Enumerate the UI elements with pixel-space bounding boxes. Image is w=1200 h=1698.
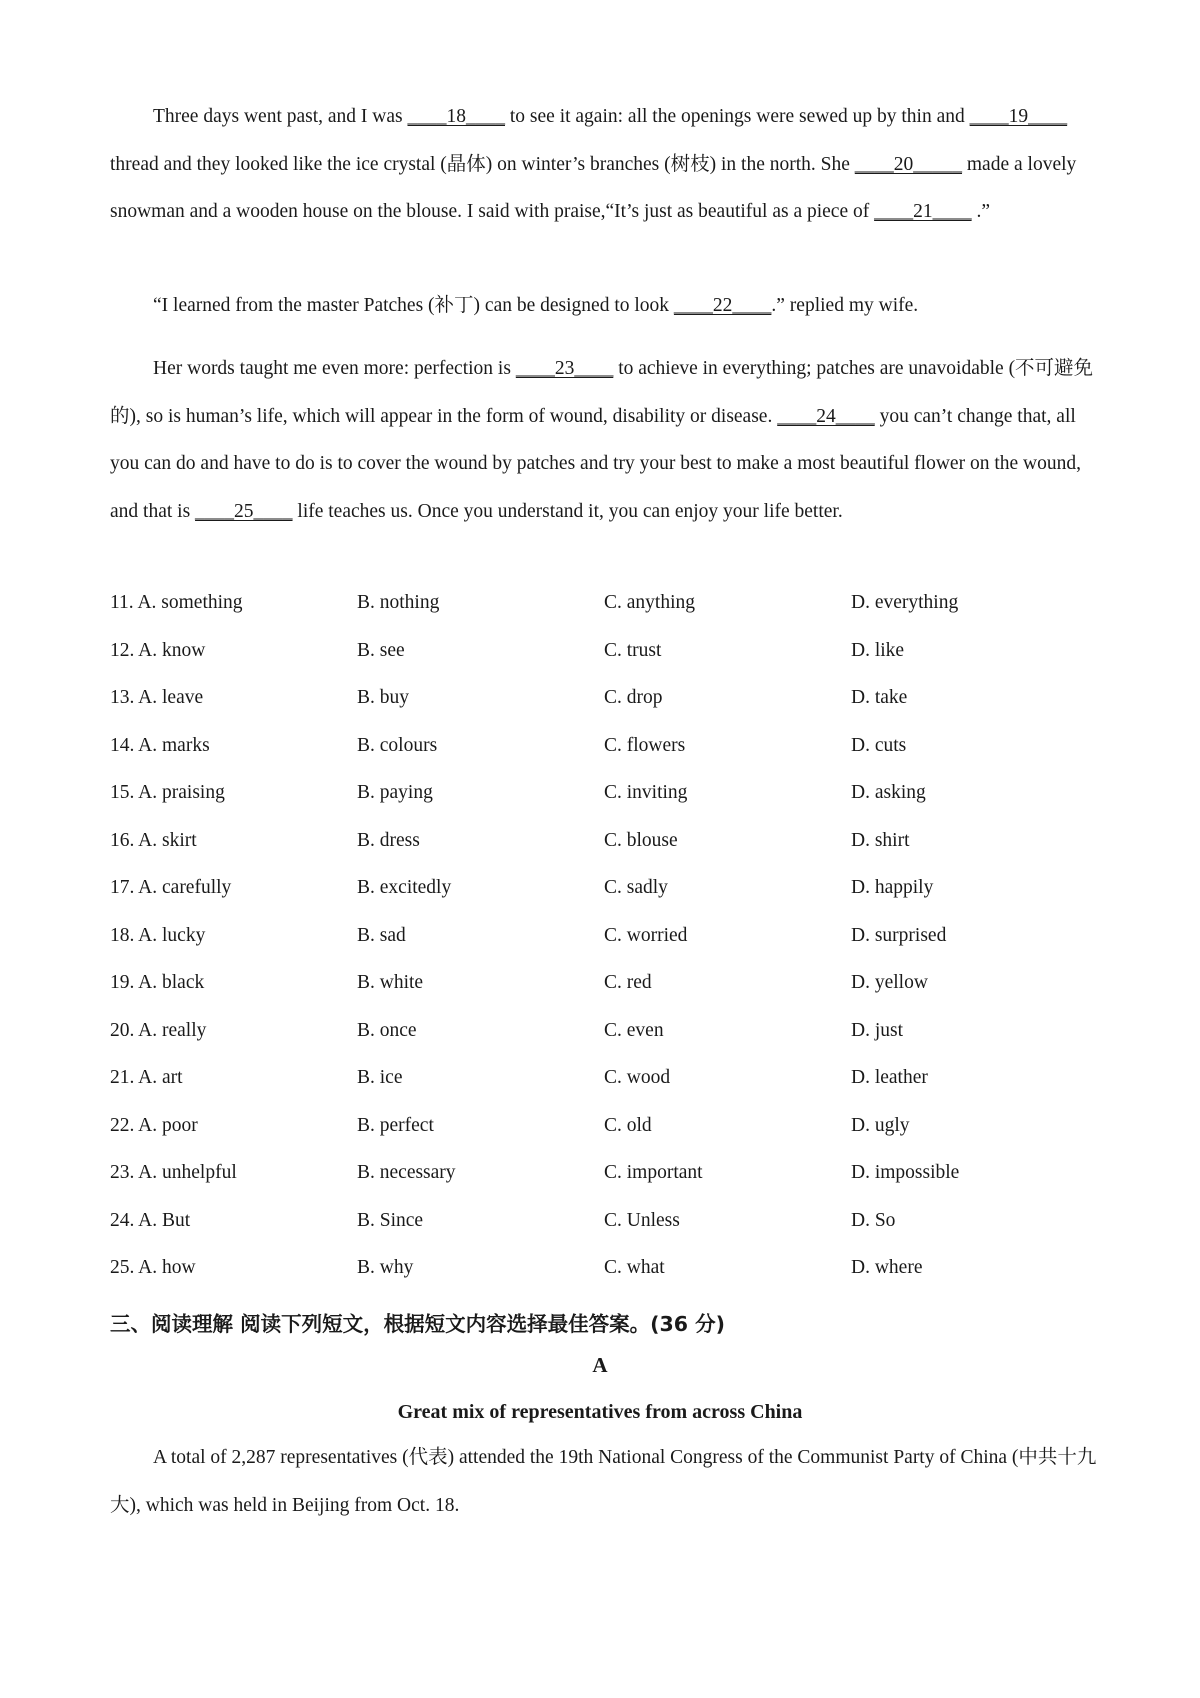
- option-row: [110, 782, 1100, 812]
- option-c: C. even: [604, 1020, 664, 1041]
- option-row: [110, 1210, 1100, 1240]
- option-c: C. trust: [604, 640, 662, 661]
- blank-18: ____18____: [407, 106, 505, 127]
- option-b: B. see: [357, 640, 405, 661]
- option-d: D. surprised: [851, 925, 947, 946]
- option-b: B. perfect: [357, 1115, 434, 1136]
- option-d: D. So: [851, 1210, 896, 1231]
- option-d: D. asking: [851, 782, 926, 803]
- option-a: 17. A. carefully: [110, 877, 232, 898]
- option-a: 23. A. unhelpful: [110, 1162, 237, 1183]
- option-b: B. Since: [357, 1210, 424, 1231]
- option-c: C. wood: [604, 1067, 671, 1088]
- option-a: 18. A. lucky: [110, 925, 206, 946]
- option-row: [110, 640, 1100, 670]
- option-b: B. buy: [357, 687, 410, 708]
- option-b: B. sad: [357, 925, 406, 946]
- blank-24: ____24____: [777, 405, 875, 427]
- reading-paragraph: [110, 1434, 1100, 1529]
- passage-text: made a lovely snowman and a wooden house on the blouse. I said with praise,“It’s just as beautiful as a piece of: [110, 153, 1077, 222]
- option-b: B. nothing: [357, 592, 440, 613]
- option-row: [110, 1115, 1100, 1145]
- option-b: B. necessary: [357, 1162, 456, 1183]
- option-b: B. colours: [357, 735, 438, 756]
- option-b: B. why: [357, 1257, 414, 1278]
- option-b: B. dress: [357, 830, 420, 851]
- option-d: D. everything: [851, 592, 959, 613]
- option-a: 21. A. art: [110, 1067, 183, 1088]
- option-d: D. like: [851, 640, 905, 661]
- option-d: D. ugly: [851, 1115, 910, 1136]
- option-a: 19. A. black: [110, 972, 205, 993]
- blank-23: ____23____: [515, 358, 614, 379]
- passage-paragraph-2: [110, 282, 1100, 330]
- option-c: C. anything: [604, 592, 695, 613]
- blank-22: ____22____: [673, 295, 772, 316]
- option-a: 16. A. skirt: [110, 830, 197, 851]
- option-c: C. worried: [604, 925, 688, 946]
- option-a: 15. A. praising: [110, 782, 225, 803]
- option-c: C. blouse: [604, 830, 678, 851]
- option-c: C. sadly: [604, 877, 668, 898]
- reading-text: A total of 2,287 representatives (代表) attended the 19th National Congress of the Communist Party of China (中共十九大), which was held in Beijing from Oct. 18.: [110, 1447, 1097, 1516]
- option-row: [110, 972, 1100, 1002]
- option-row: [110, 1020, 1100, 1050]
- option-c: C. drop: [604, 687, 663, 708]
- passage-text: you can’t change that, all you can do and have to do is to cover the wound by patches and try your best to make a most beautiful flower on the wound, and that is: [110, 405, 1081, 522]
- option-d: D. impossible: [851, 1162, 960, 1183]
- option-c: C. old: [604, 1115, 652, 1136]
- option-a: 20. A. really: [110, 1020, 207, 1041]
- option-a: 11. A. something: [110, 592, 243, 613]
- option-a: 22. A. poor: [110, 1115, 198, 1136]
- section-heading: 三、阅读理解 阅读下列短文，根据短文内容选择最佳答案。(36 分): [110, 1312, 726, 1336]
- option-a: 13. A. leave: [110, 687, 204, 708]
- passage-text: thread and they looked like the ice crystal (晶体) on winter’s branches (树枝) in the north. She: [110, 153, 855, 175]
- passage-text: Her words taught me even more: perfection is: [153, 358, 516, 379]
- passage-letter: A: [592, 1353, 608, 1377]
- option-a: 24. A. But: [110, 1210, 191, 1231]
- option-row: [110, 735, 1100, 765]
- option-d: D. leather: [851, 1067, 928, 1088]
- blank-21: ____21____: [874, 201, 972, 222]
- option-d: D. just: [851, 1020, 904, 1041]
- option-row: [110, 1162, 1100, 1192]
- option-a: 25. A. how: [110, 1257, 196, 1278]
- passage-text: “I learned from the master Patches (补丁) can be designed to look: [153, 295, 674, 316]
- passage-text: to see it again: all the openings were sewed up by thin and: [505, 106, 970, 127]
- option-b: B. white: [357, 972, 424, 993]
- passage-paragraph-3: [110, 345, 1100, 535]
- passage-text: life teaches us. Once you understand it, you can enjoy your life better.: [292, 500, 843, 522]
- blank-25: ____25____: [195, 500, 293, 522]
- passage-text: .”: [971, 201, 991, 222]
- option-row: [110, 1067, 1100, 1097]
- passage-text: .” replied my wife.: [771, 295, 919, 316]
- passage-text: to achieve in everything; patches are unavoidable (不可避免的), so is human’s life, which will appear in the form of wound, disability or disease.: [110, 358, 1094, 427]
- option-c: C. important: [604, 1162, 703, 1183]
- option-c: C. flowers: [604, 735, 686, 756]
- option-row: [110, 925, 1100, 955]
- option-row: [110, 687, 1100, 717]
- option-c: C. red: [604, 972, 652, 993]
- blank-19: ____19____: [969, 106, 1068, 127]
- option-c: C. inviting: [604, 782, 688, 803]
- option-row: [110, 877, 1100, 907]
- blank-20: ____20_____: [854, 153, 963, 175]
- option-b: B. excitedly: [357, 877, 452, 898]
- option-d: D. yellow: [851, 972, 928, 993]
- option-b: B. ice: [357, 1067, 403, 1088]
- option-d: D. take: [851, 687, 908, 708]
- option-d: D. where: [851, 1257, 923, 1278]
- option-c: C. what: [604, 1257, 665, 1278]
- option-b: B. once: [357, 1020, 417, 1041]
- option-b: B. paying: [357, 782, 433, 803]
- option-row: [110, 1257, 1100, 1287]
- option-a: 14. A. marks: [110, 735, 210, 756]
- option-a: 12. A. know: [110, 640, 206, 661]
- option-c: C. Unless: [604, 1210, 680, 1231]
- option-d: D. cuts: [851, 735, 907, 756]
- passage-text: Three days went past, and I was: [153, 106, 408, 127]
- option-row: [110, 592, 1100, 622]
- option-d: D. shirt: [851, 830, 910, 851]
- option-row: [110, 830, 1100, 860]
- passage-title: Great mix of representatives from across China: [397, 1401, 803, 1423]
- passage-paragraph-1: [110, 93, 1100, 236]
- option-d: D. happily: [851, 877, 934, 898]
